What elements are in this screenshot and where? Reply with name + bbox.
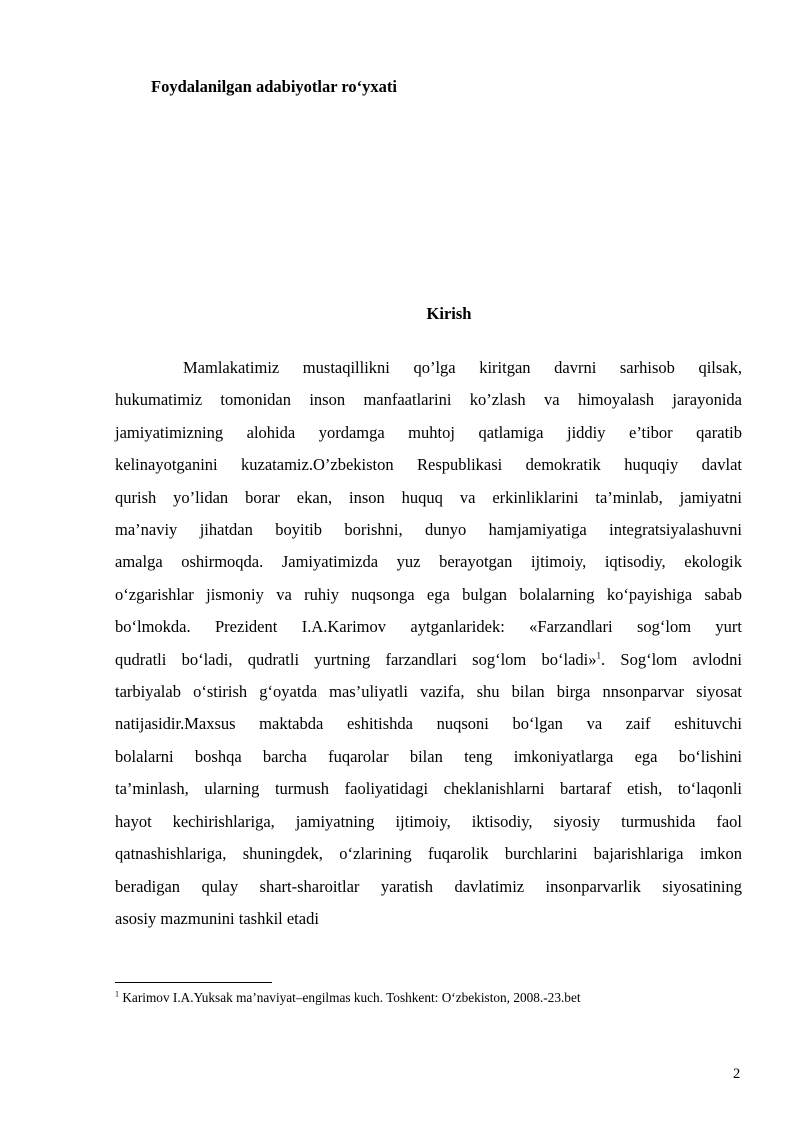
body-paragraph	[115, 352, 742, 935]
paragraph-line: ta’minlash, ularning turmush faoliyatidagi cheklanishlarni bartaraf etish, to‘laqonli	[115, 779, 742, 799]
bibliography-heading: Foydalanilgan adabiyotlar ro‘yxati	[151, 77, 398, 96]
paragraph-line: hukumatimiz tomonidan inson manfaatlarini ko’zlash va himoyalash jarayonida	[115, 390, 742, 410]
footnote-reference[interactable]: 1	[596, 650, 602, 661]
paragraph-line: bolalarni boshqa barcha fuqarolar bilan teng imkoniyatlarga ega bo‘lishini	[115, 746, 742, 766]
paragraph-line: beradigan qulay shart-sharoitlar yaratish davlatimiz insonparvarlik siyosatining	[115, 876, 742, 896]
paragraph-line-with-footnote	[115, 644, 742, 676]
footnote-text: Karimov I.A.Yuksak ma’naviyat–engilmas kuch. Toshkent: O‘zbekiston, 2008.-23.bet	[119, 990, 581, 1005]
paragraph-line-part: qudratli bo‘ladi, qudratli yurtning farzandlari sog‘lom bo‘ladi»	[115, 649, 597, 669]
paragraph-line: hayot kechirishlariga, jamiyatning ijtimoiy, iktisodiy, siyosiy turmushida faol	[115, 811, 742, 831]
footnote-separator	[115, 982, 272, 983]
paragraph-line: ma’naviy jihatdan boyitib borishni, dunyo hamjamiyatiga integratsiyalashuvni	[115, 520, 742, 540]
page-number: 2	[733, 1066, 741, 1082]
footnote	[115, 990, 581, 1006]
paragraph-line: Mamlakatimiz mustaqillikni qo’lga kiritgan davrni sarhisob qilsak,	[183, 358, 742, 377]
paragraph-line: qatnashishlariga, shuningdek, o‘zlarining fuqarolik burchlarini bajarishlariga imkon	[115, 844, 742, 864]
section-title: Kirish	[426, 304, 472, 323]
footnote-marker: 1	[115, 989, 119, 999]
paragraph-line: amalga oshirmoqda. Jamiyatimizda yuz berayotgan ijtimoiy, iqtisodiy, ekologik	[115, 552, 742, 572]
paragraph-line: jamiyatimizning alohida yordamga muhtoj qatlamiga jiddiy e’tibor qaratib	[115, 422, 742, 442]
paragraph-line: kelinayotganini kuzatamiz.O’zbekiston Respublikasi demokratik huquqiy davlat	[115, 455, 742, 475]
paragraph-line: asosiy mazmunini tashkil etadi	[115, 908, 319, 928]
paragraph-line: bo‘lmokda. Prezident I.A.Karimov aytganlaridek: «Farzandlari sog‘lom yurt	[115, 617, 742, 637]
paragraph-line: tarbiyalab o‘stirish g‘oyatda mas’uliyatli vazifa, shu bilan birga nnsonparvar siyosat	[115, 682, 742, 702]
paragraph-line: natijasidir.Maxsus maktabda eshitishda nuqsoni bo‘lgan va zaif eshituvchi	[115, 714, 742, 734]
paragraph-line: o‘zgarishlar jismoniy va ruhiy nuqsonga ega bulgan bolalarning ko‘payishiga sabab	[115, 584, 742, 604]
paragraph-line: qurish yo’lidan borar ekan, inson huquq va erkinliklarini ta’minlab, jamiyatni	[115, 487, 742, 507]
paragraph-line-part: . Sog‘lom avlodni	[601, 649, 742, 669]
